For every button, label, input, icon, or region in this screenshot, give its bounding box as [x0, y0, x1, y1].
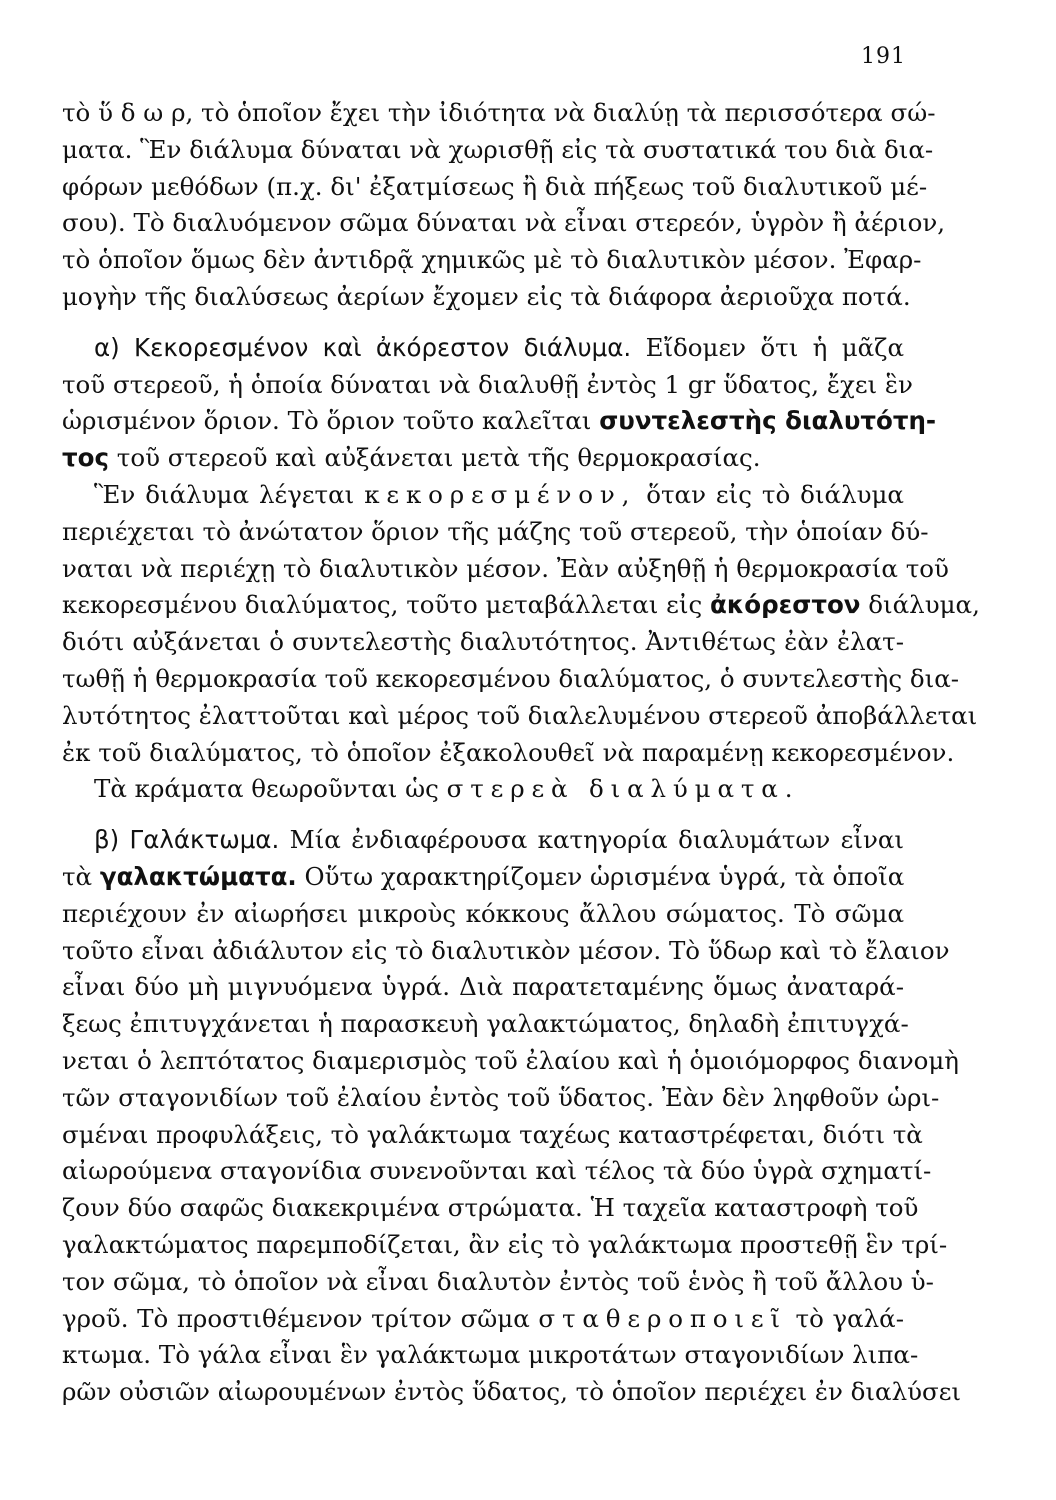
bold-term: τος	[62, 443, 109, 473]
text-line: τον σῶμα, τὸ ὁποῖον νὰ εἶναι διαλυτὸν ἐντὸς τοῦ ἑνὸς ἢ τοῦ ἄλλου ὑ-	[62, 1266, 934, 1296]
section-b-text: Οὕτω χαρακτηρίζομεν ὡρισμένα ὑγρά, τὰ ὁποῖα	[304, 861, 905, 891]
section-a-text: Ἓν διάλυμα λέγεται	[94, 479, 355, 509]
page-number: 191	[861, 44, 906, 69]
section-a-text: τοῦ στερεοῦ καὶ αὐξάνεται μετὰ τῆς θερμοκρασίας.	[116, 443, 761, 473]
section-b-text: Μία ἐνδιαφέρουσα κατηγορία διαλυμάτων εἶναι	[289, 825, 904, 855]
text-line: σμέναι προφυλάξεις, τὸ γαλάκτωμα ταχέως καταστρέφεται, διότι τὰ	[62, 1119, 923, 1149]
text-line	[62, 587, 980, 624]
section-a-text: Εἴδομεν ὅτι ἡ μᾶζα	[645, 332, 904, 362]
spaced-term: σταθεροποιεῖ	[538, 1303, 787, 1333]
text-line: τὸ ὁποῖον ὅμως δὲν ἀντιδρᾷ χημικῶς μὲ τὸ διαλυτικὸν μέσον. Ἐφαρ-	[62, 245, 922, 275]
text-line: τῶν σταγονιδίων τοῦ ἐλαίου ἐντὸς τοῦ ὕδατος. Ἐὰν δὲν ληφθοῦν ὡρι-	[62, 1082, 940, 1112]
text-line: ξεως ἐπιτυγχάνεται ἡ παρασκευὴ γαλακτώματος, δηλαδὴ ἐπιτυγχά-	[62, 1009, 909, 1039]
text-line	[62, 477, 904, 514]
text-line	[62, 440, 904, 477]
spaced-term: κεκορεσμένον,	[364, 479, 637, 509]
bold-term: συντελεστὴς διαλυτότη-	[599, 406, 937, 436]
text-line: διότι αὐξάνεται ὁ συντελεστὴς διαλυτότητος. Ἀντιθέτως ἐὰν ἐλατ-	[62, 627, 904, 657]
body-text	[62, 95, 980, 1411]
text-line: περιέχεται τὸ ἀνώτατον ὅριον τῆς μάζης τοῦ στερεοῦ, τὴν ὁποίαν δύ-	[62, 516, 929, 546]
section-b-heading: β) Γαλάκτωμα.	[94, 825, 280, 855]
text-line: τοῦτο εἶναι ἀδιάλυτον εἰς τὸ διαλυτικὸν μέσον. Τὸ ὕδωρ καὶ τὸ ἔλαιον	[62, 935, 950, 965]
text-line	[62, 771, 904, 808]
text-line: τοῦ στερεοῦ, ἡ ὁποία δύναται νὰ διαλυθῇ ἐντὸς 1 gr ὕδατος, ἔχει ἓν	[62, 369, 913, 399]
text-line	[62, 822, 904, 859]
text-line: γαλακτώματος παρεμποδίζεται, ἂν εἰς τὸ γαλάκτωμα προστεθῇ ἓν τρί-	[62, 1229, 948, 1259]
text-line: ρῶν οὐσιῶν αἰωρουμένων ἐντὸς ὕδατος, τὸ ὁποῖον περιέχει ἐν διαλύσει	[62, 1377, 962, 1407]
text-line	[62, 330, 904, 367]
text-line: μογὴν τῆς διαλύσεως ἀερίων ἔχομεν εἰς τὰ διάφορα ἀεριοῦχα ποτά.	[62, 281, 911, 311]
text-line: ματα. Ἓν διάλυμα δύναται νὰ χωρισθῇ εἰς τὰ συστατικά του διὰ δια-	[62, 134, 934, 164]
text-line	[62, 1301, 904, 1338]
text-line: αἰωρούμενα σταγονίδια συνενοῦνται καὶ τέλος τὰ δύο ὑγρὰ σχηματί-	[62, 1156, 932, 1186]
section-a-text: ὡρισμένον ὅριον. Τὸ ὅριον τοῦτο καλεῖται	[62, 406, 592, 436]
section-a-text: ὅταν εἰς τὸ διάλυμα	[646, 479, 904, 509]
text-line	[62, 403, 937, 440]
text-line: περιέχουν ἐν αἰωρήσει μικροὺς κόκκους ἄλλου σώματος. Τὸ σῶμα	[62, 898, 904, 928]
section-b-text: τὰ	[62, 861, 93, 891]
text-line: εἶναι δύο μὴ μιγνυόμενα ὑγρά. Διὰ παρατεταμένης ὅμως ἀναταρά-	[62, 972, 904, 1002]
bold-term: γαλακτώματα.	[99, 861, 297, 891]
text-line: τωθῇ ἡ θερμοκρασία τοῦ κεκορεσμένου διαλύματος, ὁ συντελεστὴς δια-	[62, 663, 960, 693]
spaced-term: στερεὰ διαλύματα.	[446, 774, 800, 804]
text-line: νεται ὁ λεπτότατος διαμερισμὸς τοῦ ἐλαίου καὶ ἡ ὁμοιόμορφος διανομὴ	[62, 1045, 959, 1075]
section-a-text: διάλυμα,	[868, 590, 980, 620]
section-a-text: Τὰ κράματα θεωροῦνται ὡς	[94, 774, 439, 804]
text-line: ἐκ τοῦ διαλύματος, τὸ ὁποῖον ἐξακολουθεῖ νὰ παραμένῃ κεκορεσμένον.	[62, 737, 955, 767]
text-line: λυτότητος ἐλαττοῦται καὶ μέρος τοῦ διαλελυμένου στερεοῦ ἀποβάλλεται	[62, 700, 978, 730]
bold-term: ἀκόρεστον	[710, 590, 861, 620]
text-line: φόρων μεθόδων (π.χ. δι' ἐξατμίσεως ἢ διὰ πήξεως τοῦ διαλυτικοῦ μέ-	[62, 171, 928, 201]
section-b-text: γροῦ. Τὸ προστιθέμενον τρίτον σῶμα	[62, 1303, 530, 1333]
section-b-text: τὸ γαλά-	[795, 1303, 905, 1333]
text-line: τὸ ὕ δ ω ρ, τὸ ὁποῖον ἔχει τὴν ἰδιότητα νὰ διαλύῃ τὰ περισσότερα σώ-	[62, 98, 936, 127]
section-a-heading: α) Κεκορεσμένον καὶ ἀκόρεστον διάλυμα.	[94, 332, 632, 362]
text-line: κτωμα. Τὸ γάλα εἶναι ἓν γαλάκτωμα μικροτάτων σταγονιδίων λιπα-	[62, 1340, 919, 1370]
text-line: ναται νὰ περιέχῃ τὸ διαλυτικὸν μέσον. Ἐὰν αὐξηθῇ ἡ θερμοκρασία τοῦ	[62, 553, 949, 583]
text-line: σου). Τὸ διαλυόμενον σῶμα δύναται νὰ εἶναι στερεόν, ὑγρὸν ἢ ἀέριον,	[62, 208, 946, 238]
section-a-text: κεκορεσμένου διαλύματος, τοῦτο μεταβάλλεται εἰς	[62, 590, 703, 620]
text-line: ζουν δύο σαφῶς διακεκριμένα στρώματα. Ἡ ταχεῖα καταστροφὴ τοῦ	[62, 1193, 919, 1223]
text-line	[62, 859, 904, 896]
